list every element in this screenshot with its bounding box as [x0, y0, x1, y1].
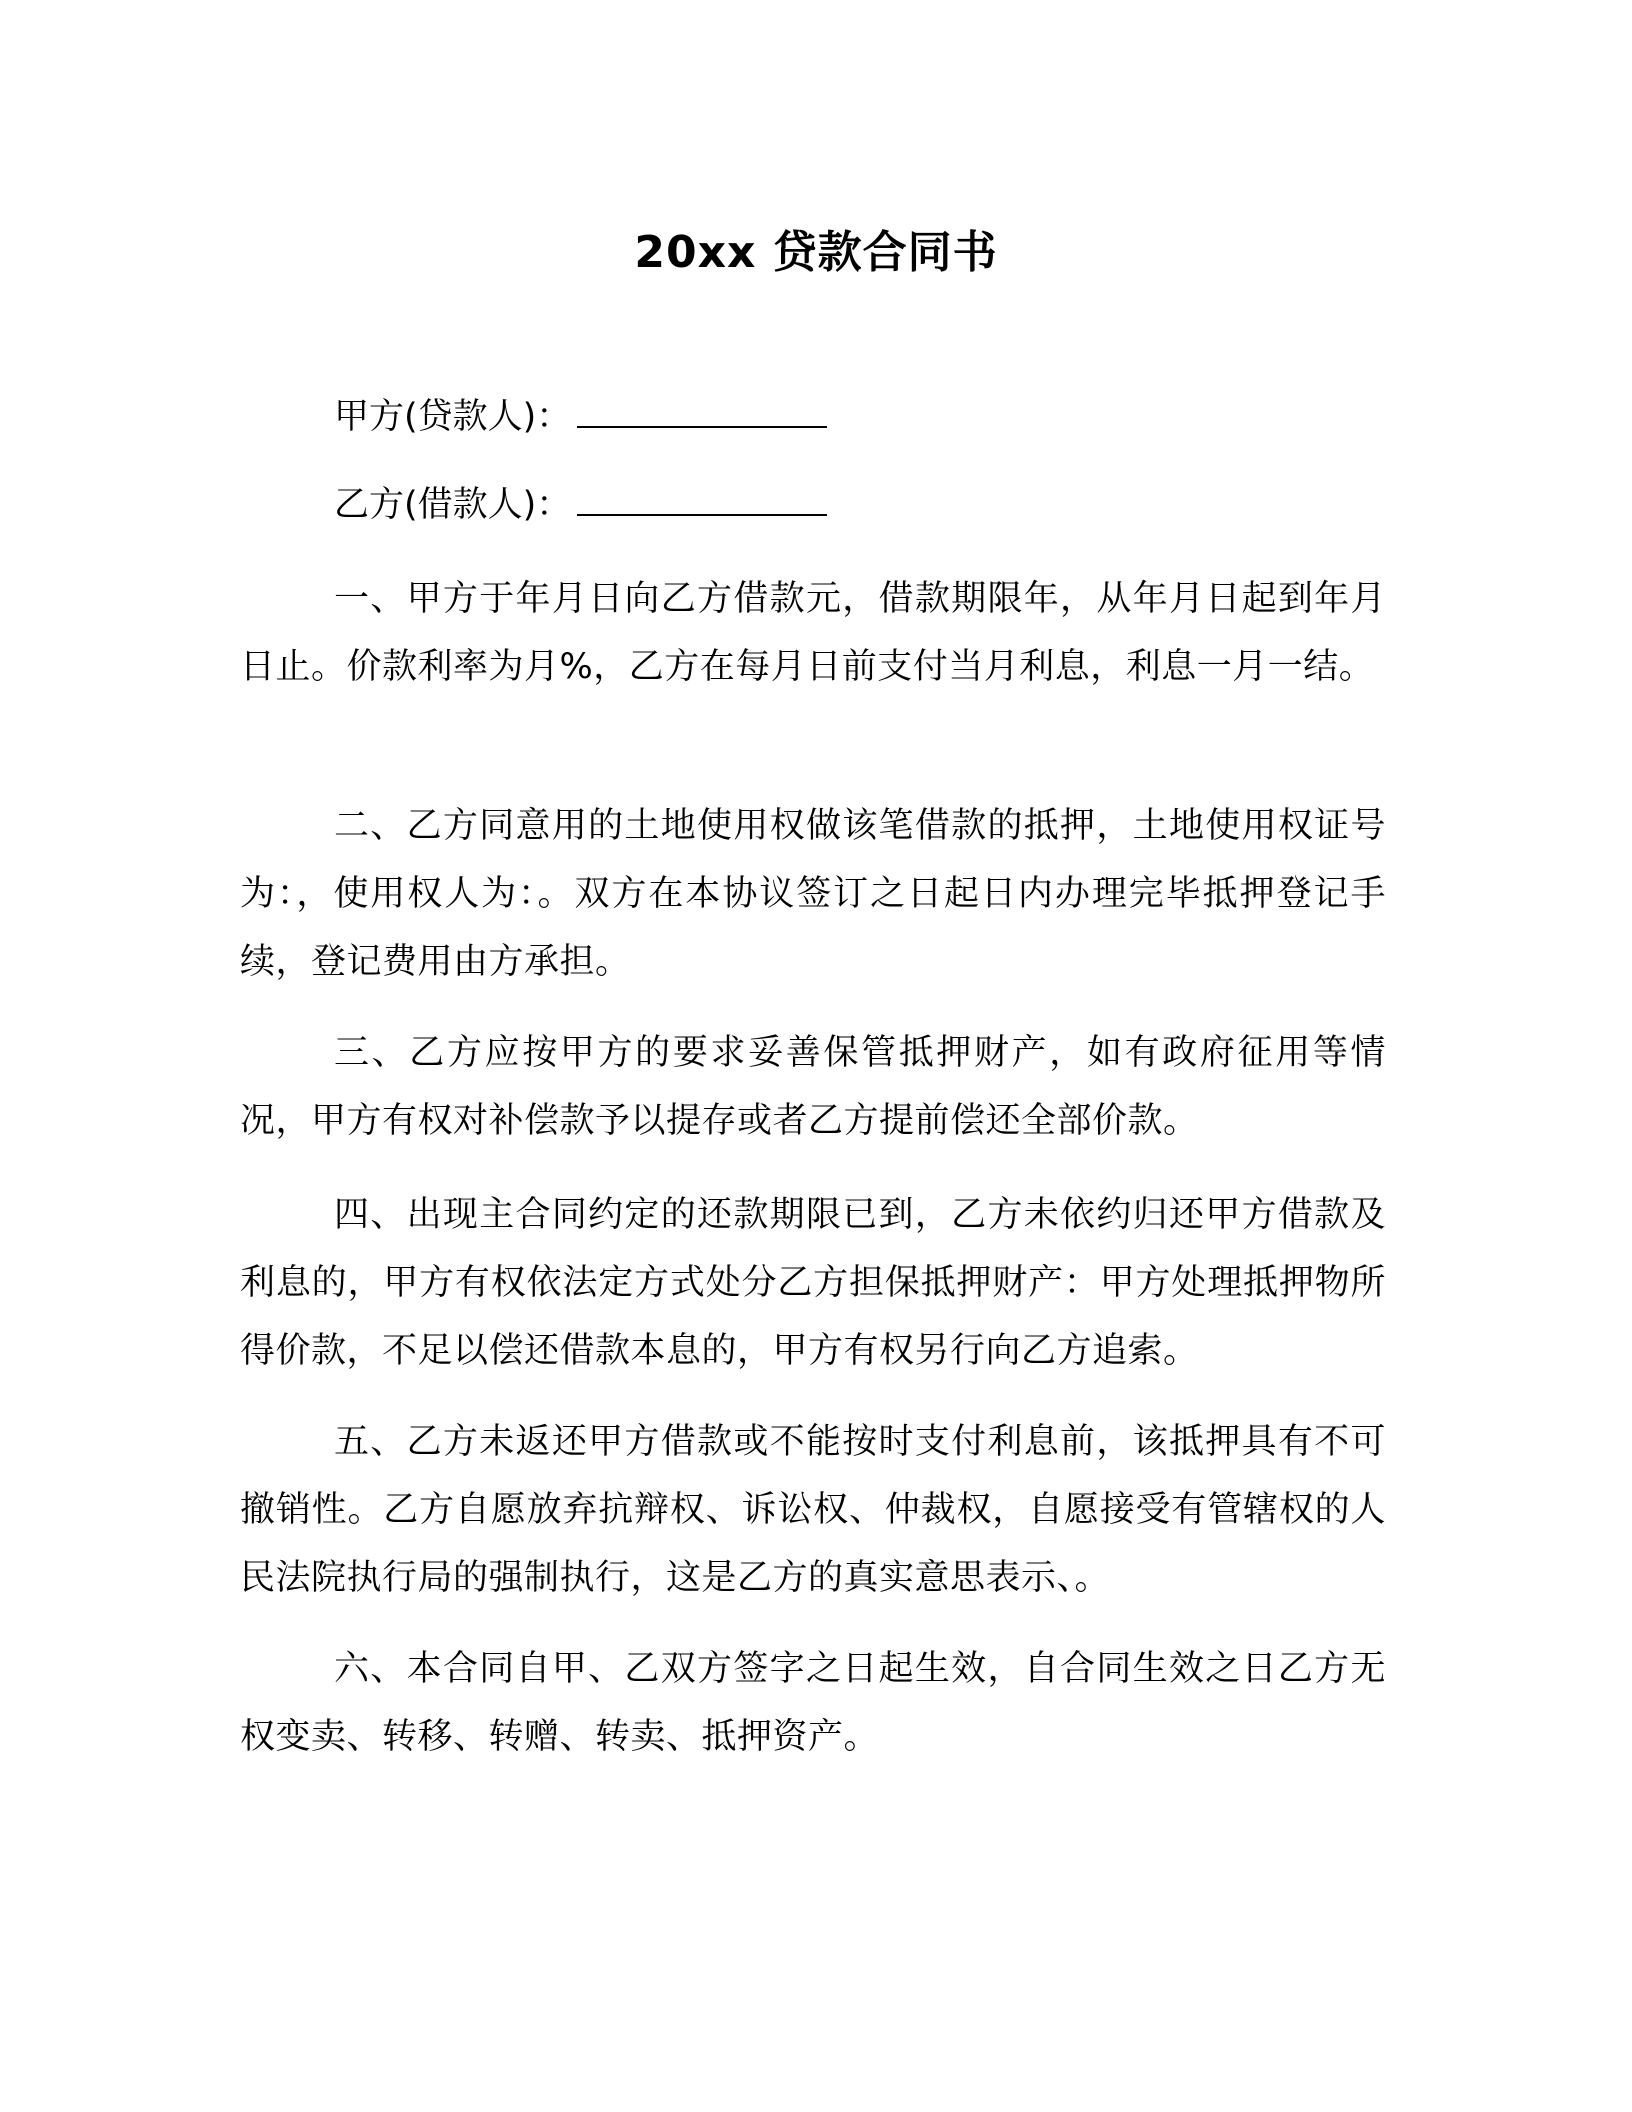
party-a-blank — [577, 396, 827, 428]
clause-6: 六、本合同自甲、乙双方签字之日起生效，自合同生效之日乙方无权变卖、转移、转赠、转卖、抵押资产。 — [240, 1649, 1386, 1757]
clause-5: 五、乙方未返还甲方借款或不能按时支付利息前，该抵押具有不可撤销性。乙方自愿放弃抗辩权、诉讼权、仲裁权，自愿接受有管辖权的人民法院执行局的强制执行，这是乙方的真实意思表示、。 — [240, 1422, 1386, 1598]
party-b-blank — [577, 484, 827, 516]
document-title: 20xx 贷款合同书 — [634, 227, 998, 278]
clause-4: 四、出现主合同约定的还款期限已到，乙方未依约归还甲方借款及利息的，甲方有权依法定方式处分乙方担保抵押财产：甲方处理抵押物所得价款，不足以偿还借款本息的，甲方有权另行向乙方追索。 — [240, 1195, 1386, 1371]
party-a-line — [334, 394, 827, 440]
clause-1: 一、甲方于年月日向乙方借款元，借款期限年，从年月日起到年月日止。价款利率为月%，乙方在每月日前支付当月利息，利息一月一结。 — [240, 579, 1386, 687]
party-a-label: 甲方(贷款人)： — [334, 397, 572, 437]
party-b-label: 乙方(借款人)： — [334, 485, 572, 525]
party-b-line — [334, 482, 827, 528]
clause-3: 三、乙方应按甲方的要求妥善保管抵押财产，如有政府征用等情况，甲方有权对补偿款予以提存或者乙方提前偿还全部价款。 — [240, 1033, 1386, 1141]
clause-2: 二、乙方同意用的土地使用权做该笔借款的抵押，土地使用权证号为：，使用权人为：。双方在本协议签订之日起日内办理完毕抵押登记手续，登记费用由方承担。 — [240, 806, 1386, 982]
